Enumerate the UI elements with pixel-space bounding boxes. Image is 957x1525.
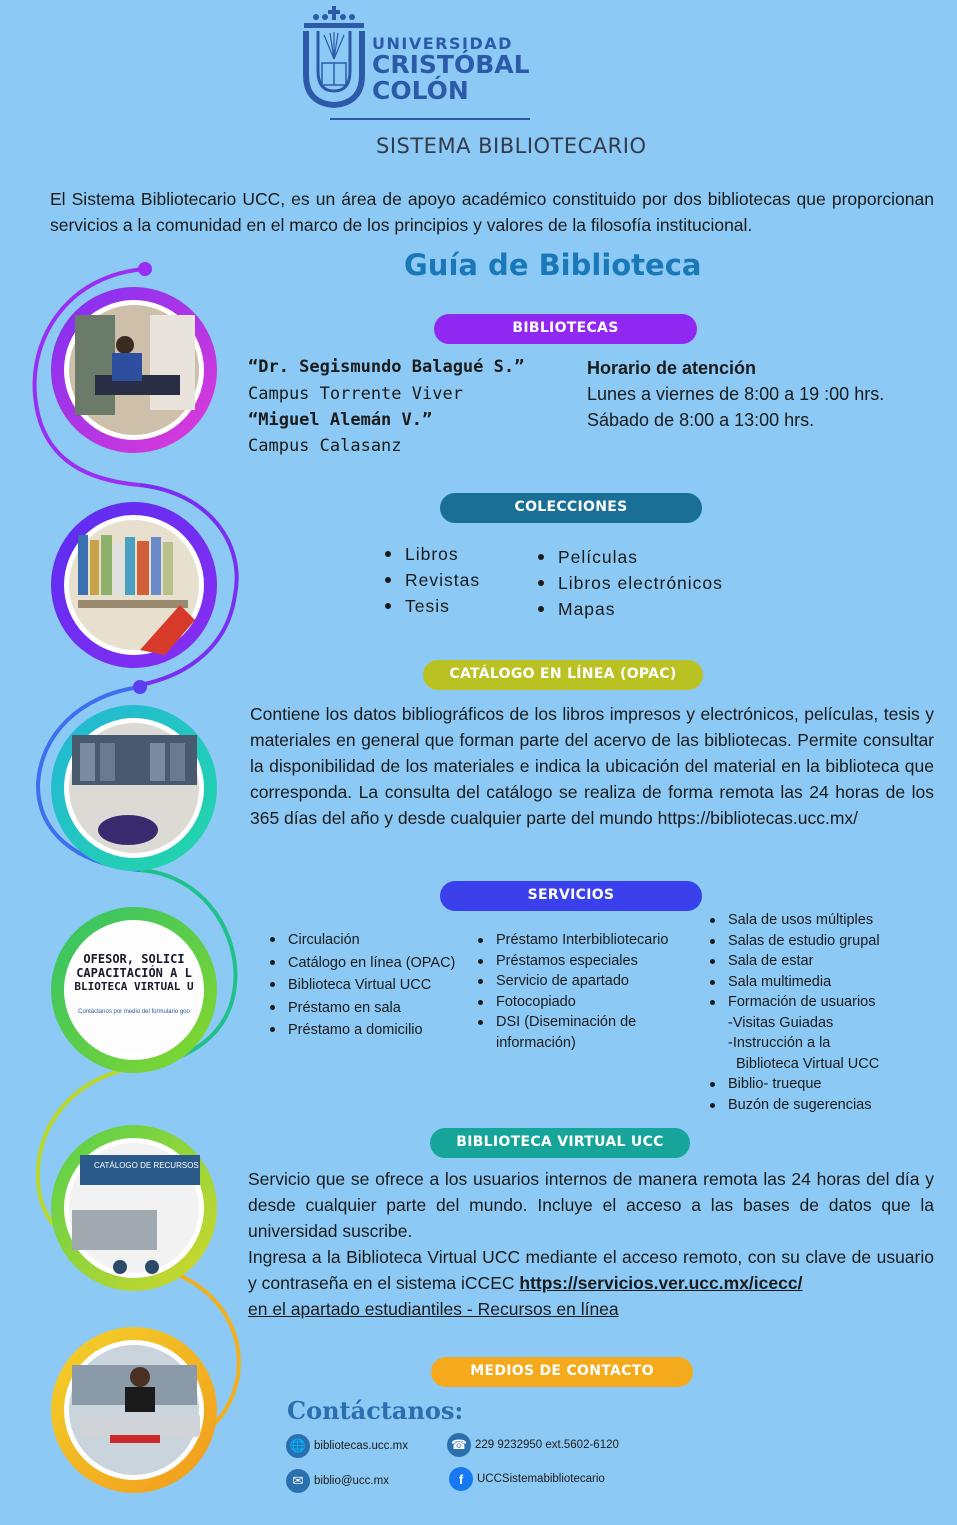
section-heading-bibliotecas: BIBLIOTECAS (434, 314, 697, 344)
poster-line-3: BLIOTECA VIRTUAL U (74, 980, 194, 993)
list-item: Libros (385, 541, 480, 567)
poster-line-2: CAPACITACIÓN A L (76, 966, 192, 980)
intro-paragraph: El Sistema Bibliotecario UCC, es un área de apoyo académico constituido por dos bibliotecas que proporcionan servicios a la comunidad en el marco de los principios y valores de la filosofía institucional. (50, 189, 934, 235)
list-subitem: Biblioteca Virtual UCC (736, 1055, 880, 1072)
brand-line-cristobal: CRISTÓBAL (372, 50, 530, 79)
contact-web-text: bibliotecas.ucc.mx (314, 1440, 408, 1452)
list-item: Películas (538, 544, 723, 570)
list-item: Servicio de apartado (478, 971, 683, 992)
list-item: DSI (Diseminación de información) (478, 1012, 656, 1053)
list-item: Revistas (385, 567, 480, 593)
list-item: Biblio- trueque (710, 1074, 880, 1095)
list-item: Sala de usos múltiples (710, 910, 880, 931)
collections-list-right (538, 544, 723, 622)
list-subitem: -Instrucción a la (728, 1035, 831, 1051)
virtual-link[interactable]: https://servicios.ver.ucc.mx/icecc/ (519, 1273, 803, 1293)
contact-facebook-text: UCCSistemabibliotecario (477, 1473, 605, 1485)
list-item: Libros electrónicos (538, 570, 723, 596)
list-subitem: -Visitas Guiadas (728, 1014, 834, 1031)
photo-circle-staff (51, 1327, 217, 1493)
system-name: SISTEMA BIBLIOTECARIO (376, 134, 647, 158)
globe-icon: 🌐 (286, 1434, 310, 1458)
list-item: Sala multimedia (710, 972, 880, 993)
virtual-paragraph-1: Servicio que se ofrece a los usuarios internos de manera remota las 24 horas del día y desde cualquier parte del mundo. Incluye el acceso a las bases de datos que la universidad suscribe. (248, 1169, 934, 1241)
poster-line-1: OFESOR, SOLICI (83, 952, 185, 966)
catalog-description (250, 701, 934, 831)
services-list-1 (270, 929, 455, 1042)
list-item: Fotocopiado (478, 992, 683, 1013)
section-heading-servicios: SERVICIOS (440, 881, 702, 911)
section-heading-contacto: MEDIOS DE CONTACTO (431, 1357, 693, 1387)
brand-line-universidad: UNIVERSIDAD (372, 34, 513, 53)
photo-circle-study (51, 287, 217, 453)
virtual-link-note[interactable]: en el apartado estudiantiles - Recursos en línea (248, 1299, 619, 1319)
photo-circle-library-hall (51, 705, 217, 871)
photo-circle-books (51, 502, 217, 668)
list-item: Mapas (538, 596, 723, 622)
virtual-paragraph-2: Ingresa a la Biblioteca Virtual UCC mediante el acceso remoto, con su clave de usuario y contraseña en el sistema iCCEC (248, 1247, 934, 1293)
hours-weekdays: Lunes a viernes de 8:00 a 19 :00 hrs. (587, 384, 885, 404)
poster-small-text: Contáctanos por medio del formulario goo (78, 1009, 190, 1015)
list-item: Formación de usuarios (710, 992, 880, 1013)
contact-email[interactable] (286, 1469, 389, 1493)
phone-icon: ☎ (447, 1433, 471, 1457)
brand-divider (330, 118, 530, 120)
list-item: Salas de estudio grupal (710, 931, 880, 952)
contact-facebook[interactable] (449, 1467, 605, 1491)
list-item: Préstamo Interbibliotecario (478, 930, 683, 951)
services-list-2 (478, 930, 683, 1053)
university-shield-logo (300, 5, 368, 110)
contact-title: Contáctanos: (287, 1396, 464, 1425)
contact-web[interactable] (286, 1434, 408, 1458)
list-item: Préstamo a domicilio (270, 1019, 455, 1042)
list-item: Circulación (270, 929, 455, 952)
list-item: Tesis (385, 593, 480, 619)
list-item: Sala de estar (710, 951, 880, 972)
library-2-name: “Miguel Alemán V.” (248, 410, 433, 430)
section-heading-colecciones: COLECCIONES (440, 493, 702, 523)
catalog-text: Contiene los datos bibliográficos de los libros impresos y electrónicos, películas, tesis y materiales en general que forman parte del acervo de las bibliotecas. Permite consultar la disponibilidad de los materiales e indica la ubicación del material en la biblioteca que corresponda. La consulta del catálogo se realiza de forma remota las 24 horas de los 365 días del año y desde cualquier parte del mundo (250, 704, 934, 828)
catalog-link[interactable]: https://bibliotecas.ucc.mx/ (657, 808, 859, 828)
section-heading-virtual: BIBLIOTECA VIRTUAL UCC (430, 1128, 690, 1158)
guide-title: Guía de Biblioteca (404, 248, 702, 282)
services-list-3 (710, 910, 880, 1115)
catalog-screen-title: CATÁLOGO DE RECURSOS (94, 1161, 199, 1170)
list-item: Préstamo en sala (270, 997, 455, 1020)
poster-text (70, 952, 198, 1034)
list-item: Préstamos especiales (478, 951, 683, 972)
list-item: Buzón de sugerencias (710, 1095, 880, 1116)
contact-phone-text: 229 9232950 ext.5602-6120 (475, 1439, 619, 1451)
library-1-name: “Dr. Segismundo Balagué S.” (248, 357, 525, 377)
collections-list-left (385, 541, 480, 619)
list-item: Biblioteca Virtual UCC (270, 974, 455, 997)
contact-phone[interactable] (447, 1433, 619, 1457)
section-heading-catalogo: CATÁLOGO EN LÍNEA (OPAC) (423, 660, 703, 690)
brand-line-colon: COLÓN (372, 76, 469, 105)
timeline-decoration (0, 255, 250, 1525)
list-item: Catálogo en línea (OPAC) (270, 952, 455, 975)
contact-email-text: biblio@ucc.mx (314, 1475, 389, 1487)
hours-saturday: Sábado de 8:00 a 13:00 hrs. (587, 410, 815, 430)
virtual-description (248, 1166, 934, 1322)
library-2-campus: Campus Calasanz (248, 436, 402, 456)
facebook-icon: f (449, 1467, 473, 1491)
hours-title: Horario de atención (587, 358, 757, 378)
library-1-campus: Campus Torrente Viver (248, 384, 463, 404)
mail-icon: ✉ (286, 1469, 310, 1493)
photo-circle-catalog-screen (51, 1125, 217, 1291)
